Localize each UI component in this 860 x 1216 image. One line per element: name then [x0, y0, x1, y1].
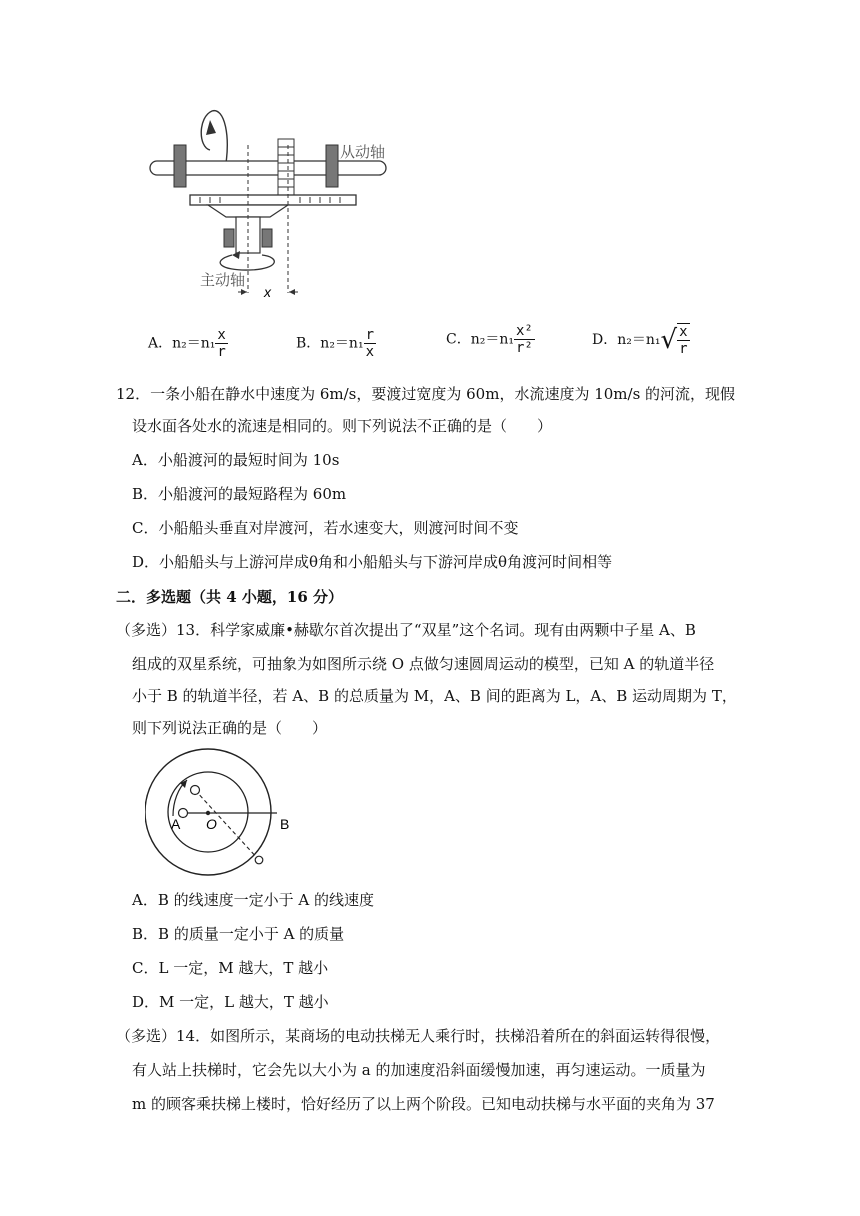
sqrt-sign: √ — [660, 325, 678, 355]
fraction — [677, 323, 689, 357]
choice-prefix: n₂＝n₁ — [617, 332, 661, 348]
q13-stem-line2: 组成的双星系统，可抽象为如图所示绕 O 点做匀速圆周运动的模型，已知 A 的轨道半径 — [132, 655, 715, 673]
choice-letter: C． — [446, 331, 471, 348]
choice-prefix: n₂＝n₁ — [470, 331, 514, 348]
q13-option-a: A．B 的线速度一定小于 A 的线速度 — [132, 891, 374, 909]
choice-prefix: n₂＝n₁ — [172, 335, 216, 352]
star-a-label: A — [171, 816, 181, 832]
fraction-denominator: r — [217, 344, 226, 360]
fraction-numerator: x² — [515, 323, 533, 339]
q13-option-b: B．B 的质量一定小于 A 的质量 — [132, 925, 345, 943]
q14-stem-line1: （多选）14．如图所示，某商场的电动扶梯无人乘行时，扶梯沿着所在的斜面运转得很慢， — [116, 1027, 721, 1045]
binary-star-figure — [145, 742, 295, 882]
fraction-numerator: x — [217, 327, 226, 343]
section-heading: 二．多选题（共 4 小题，16 分） — [116, 588, 343, 606]
driver-shaft-label: 主动轴 — [200, 272, 246, 289]
q12-option-a: A．小船渡河的最短时间为 10s — [132, 451, 340, 469]
x-label: x — [264, 284, 271, 300]
q11-choice-d — [592, 323, 690, 357]
center-o-label: O — [206, 816, 217, 832]
driven-shaft-label: 从动轴 — [340, 144, 386, 161]
choice-letter: B． — [296, 335, 321, 352]
q14-stem-line3: m 的顾客乘扶梯上楼时，恰好经历了以上两个阶段。已知电动扶梯与水平面的夹角为 37 — [132, 1095, 715, 1113]
q13-stem-line4: 则下列说法正确的是（ ） — [132, 719, 328, 737]
fraction-numerator: r — [365, 327, 374, 343]
gear-mechanism-figure — [140, 105, 420, 305]
q11-choice-b — [296, 327, 376, 360]
q13-stem-line1: （多选）13．科学家威廉•赫歇尔首次提出了“双星”这个名词。现有由两颗中子星 A、B — [116, 621, 696, 639]
star-b-label: B — [280, 816, 290, 832]
q12-option-c: C．小船船头垂直对岸渡河，若水速变大，则渡河时间不变 — [132, 519, 519, 537]
choice-prefix: n₂＝n₁ — [320, 335, 364, 352]
q12-option-b: B．小船渡河的最短路程为 60m — [132, 485, 347, 503]
q12-stem-line1: 12．一条小船在静水中速度为 6m/s，要渡过宽度为 60m，水流速度为 10m/s 的河流，现假 — [116, 385, 736, 403]
q13-stem-line3: 小于 B 的轨道半径，若 A、B 的总质量为 M，A、B 间的距离为 L，A、B 运动周期为 T， — [132, 687, 737, 705]
fraction — [215, 327, 227, 360]
fraction-denominator: r — [679, 341, 688, 357]
q11-choice-a — [148, 327, 228, 360]
q12-stem-line2: 设水面各处水的流速是相同的。则下列说法不正确的是（ ） — [132, 417, 553, 435]
fraction-denominator: x — [365, 344, 374, 360]
q13-option-c: C．L 一定，M 越大，T 越小 — [132, 959, 329, 977]
choice-letter: D． — [592, 332, 618, 348]
fraction-numerator: x — [679, 324, 688, 340]
fraction-denominator: r² — [515, 340, 533, 356]
q11-choice-c — [446, 323, 535, 356]
q13-option-d: D．M 一定，L 越大，T 越小 — [132, 993, 329, 1011]
choice-letter: A． — [148, 335, 173, 352]
q14-stem-line2: 有人站上扶梯时，它会先以大小为 a 的加速度沿斜面缓慢加速，再匀速运动。一质量为 — [132, 1061, 706, 1079]
q12-option-d: D．小船船头与上游河岸成θ角和小船船头与下游河岸成θ角渡河时间相等 — [132, 553, 613, 571]
fraction — [364, 327, 376, 360]
fraction — [514, 323, 535, 356]
